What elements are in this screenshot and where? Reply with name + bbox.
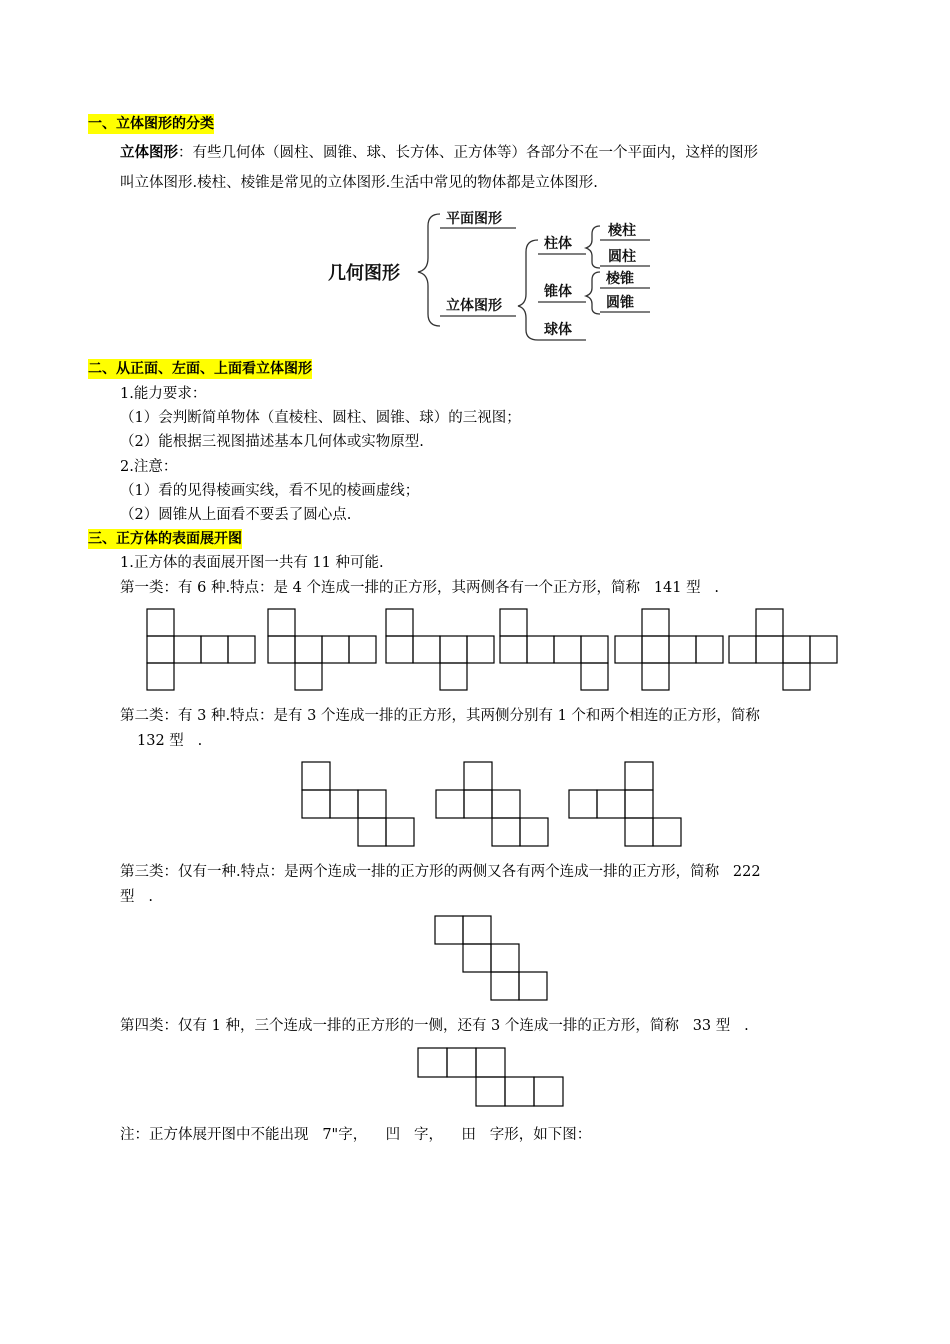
net-222-square-6 <box>519 972 547 1000</box>
net-141-f-square-4 <box>783 636 810 663</box>
net-132-a-square-3 <box>330 790 358 818</box>
net-132-c <box>569 762 681 846</box>
net-141-a-square-2 <box>147 636 174 663</box>
net-132-c-square-4 <box>625 790 653 818</box>
net-222-square-5 <box>491 972 519 1000</box>
net-141-a-square-5 <box>228 636 255 663</box>
tree-solid: 立体图形 <box>446 298 502 314</box>
section-2-heading: 二、从正面、左面、上面看立体图形 <box>88 361 312 377</box>
net-141-e-square-5 <box>696 636 723 663</box>
net-141-f-square-5 <box>810 636 837 663</box>
tree-prism: 棱柱 <box>608 223 636 239</box>
net-132-c-square-5 <box>625 818 653 846</box>
class-1-text: 第一类：有 6 种.特点：是 4 个连成一排的正方形，其两侧各有一个正方形，简称 141 型 . <box>120 580 720 596</box>
net-132-a-square-1 <box>302 762 330 790</box>
net-141-e-square-3 <box>642 636 669 663</box>
net-141-b <box>268 609 376 690</box>
net-141-e-square-6 <box>642 663 669 690</box>
net-141-c-square-6 <box>440 663 467 690</box>
net-222-square-1 <box>435 916 463 944</box>
net-222-square-2 <box>463 916 491 944</box>
tree-cylinder: 圆柱 <box>608 249 636 265</box>
net-141-f-square-3 <box>756 636 783 663</box>
net-141-e-square-4 <box>669 636 696 663</box>
net-141-d-square-2 <box>500 636 527 663</box>
tree-pyramid: 棱锥 <box>606 271 634 287</box>
net-141-c-square-1 <box>386 609 413 636</box>
net-132-c-square-2 <box>569 790 597 818</box>
net-141-d-square-4 <box>554 636 581 663</box>
class-3-text-line-1: 第三类：仅有一种.特点：是两个连成一排的正方形的两侧又各有两个连成一排的正方形，简称 222 <box>120 864 761 880</box>
net-141-e-square-2 <box>615 636 642 663</box>
net-132-a-square-5 <box>358 818 386 846</box>
net-141-b-square-1 <box>268 609 295 636</box>
net-132-a-square-6 <box>386 818 414 846</box>
net-141-c <box>386 609 494 690</box>
note-item-1: （1）看的见得棱画实线，看不见的棱画虚线； <box>120 483 420 499</box>
net-33-square-3 <box>476 1048 505 1077</box>
net-141-f-square-6 <box>783 663 810 690</box>
net-141-f <box>729 609 837 690</box>
net-132-b-square-5 <box>492 818 520 846</box>
net-141-e <box>615 609 723 690</box>
net-141-d-square-6 <box>581 663 608 690</box>
net-141-d-square-3 <box>527 636 554 663</box>
net-132-a-square-2 <box>302 790 330 818</box>
net-132-c-square-1 <box>625 762 653 790</box>
tree-plane: 平面图形 <box>446 211 502 227</box>
net-33-square-1 <box>418 1048 447 1077</box>
net-141-d-square-1 <box>500 609 527 636</box>
tree-cone: 圆锥 <box>606 295 634 311</box>
tree-root: 几何图形 <box>328 263 400 284</box>
solid-definition-text: ：有些几何体（圆柱、圆锥、球、长方体、正方体等）各部分不在一个平面内，这样的图形 <box>178 145 758 161</box>
net-222-square-4 <box>491 944 519 972</box>
note-title: 2.注意： <box>120 459 178 475</box>
net-33-square-5 <box>505 1077 534 1106</box>
net-141-c-square-5 <box>467 636 494 663</box>
net-141-a-square-1 <box>147 609 174 636</box>
net-132-a-square-4 <box>358 790 386 818</box>
class-4-text: 第四类：仅有 1 种，三个连成一排的正方形的一侧，还有 3 个连成一排的正方形，简称 33 型 . <box>120 1018 749 1034</box>
note-item-2: （2）圆锥从上面看不要丢了圆心点. <box>120 507 352 523</box>
solid-definition-line-2: 叫立体图形.棱柱、棱锥是常见的立体图形.生活中常见的物体都是立体图形. <box>120 175 598 191</box>
net-132-c-square-3 <box>597 790 625 818</box>
class-3-text-line-2: 型 . <box>120 889 153 905</box>
cube-net-intro: 1.正方体的表面展开图一共有 11 种可能. <box>120 555 384 571</box>
section-1-heading: 一、立体图形的分类 <box>88 116 214 132</box>
net-222 <box>435 916 547 1000</box>
ability-item-1: （1）会判断简单物体（直棱柱、圆柱、圆锥、球）的三视图； <box>120 410 521 426</box>
net-33-square-6 <box>534 1077 563 1106</box>
net-132-b-square-6 <box>520 818 548 846</box>
net-33-square-2 <box>447 1048 476 1077</box>
net-222-square-3 <box>463 944 491 972</box>
net-132-b <box>436 762 548 846</box>
net-132-b-square-4 <box>492 790 520 818</box>
net-132-b-square-2 <box>436 790 464 818</box>
net-132-c-square-6 <box>653 818 681 846</box>
net-141-c-square-3 <box>413 636 440 663</box>
net-33 <box>418 1048 563 1106</box>
ability-item-2: （2）能根据三视图描述基本几何体或实物原型. <box>120 434 424 450</box>
net-141-e-square-1 <box>642 609 669 636</box>
net-141-a-square-3 <box>174 636 201 663</box>
net-141-b-square-2 <box>268 636 295 663</box>
net-141-f-square-1 <box>756 609 783 636</box>
net-141-c-square-4 <box>440 636 467 663</box>
net-141-b-square-4 <box>322 636 349 663</box>
net-33-square-4 <box>476 1077 505 1106</box>
forbidden-shapes-note: 注：正方体展开图中不能出现 7"字， 凹 字， 田 字形，如下图： <box>120 1127 592 1143</box>
net-141-f-square-2 <box>729 636 756 663</box>
net-132-a <box>302 762 414 846</box>
net-141-d <box>500 609 608 690</box>
net-141-a-square-4 <box>201 636 228 663</box>
tree-pyramid-group: 锥体 <box>544 284 572 300</box>
ability-title: 1.能力要求： <box>120 386 207 402</box>
net-141-d-square-5 <box>581 636 608 663</box>
net-141-a <box>147 609 255 690</box>
net-141-b-square-3 <box>295 636 322 663</box>
tree-prism-group: 柱体 <box>544 236 572 252</box>
solid-term: 立体图形 <box>120 145 178 161</box>
net-141-c-square-2 <box>386 636 413 663</box>
net-132-b-square-3 <box>464 790 492 818</box>
section-3-heading: 三、正方体的表面展开图 <box>88 531 242 547</box>
class-2-text-line-1: 第二类：有 3 种.特点：是有 3 个连成一排的正方形，其两侧分别有 1 个和两个相连的正方形，简称 <box>120 708 760 724</box>
net-141-a-square-6 <box>147 663 174 690</box>
net-132-b-square-1 <box>464 762 492 790</box>
net-141-b-square-6 <box>295 663 322 690</box>
class-2-text-line-2: 132 型 . <box>137 733 203 749</box>
net-141-b-square-5 <box>349 636 376 663</box>
tree-sphere: 球体 <box>544 322 572 338</box>
